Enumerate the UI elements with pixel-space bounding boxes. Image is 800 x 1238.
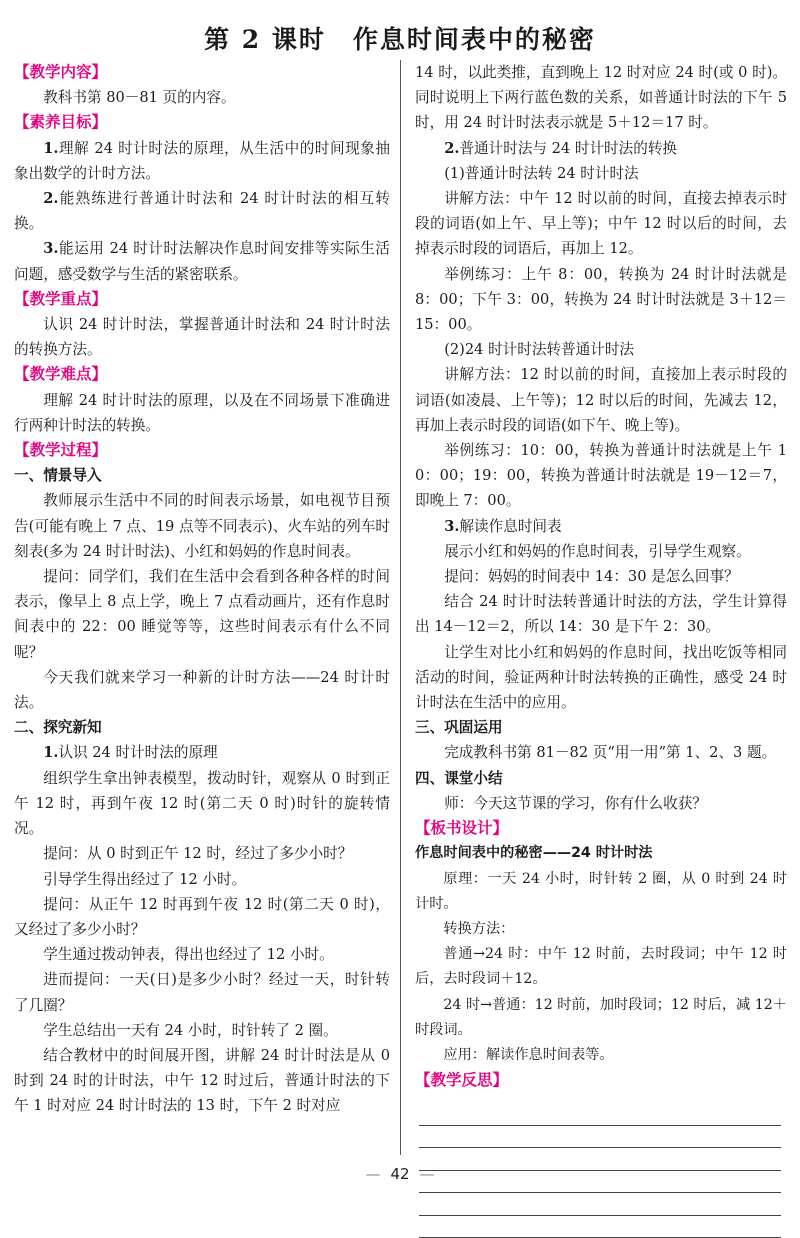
subsection xyxy=(415,514,787,539)
goal-item xyxy=(14,236,390,286)
writing-line xyxy=(419,1216,781,1238)
board-line: 原理：一天 24 小时，时针转 2 圈，从 0 时到 24 时计时。 xyxy=(415,870,787,912)
subsection-number: 2. xyxy=(444,139,460,157)
goal-number: 1. xyxy=(43,139,59,157)
page-number: 42 xyxy=(390,1165,410,1183)
paragraph: 提问：同学们，我们在生活中会看到各种各样的时间表示，像早上 8 点上学，晚上 7 点看动画片，还有作息时间表中的 22：00 睡觉等等，这些时间表示有什么不同呢？ xyxy=(14,568,390,661)
paragraph: 举例练习：上午 8：00，转换为 24 时计时法就是 8：00；下午 3：00，转换为 24 时计时法就是 3＋12＝15：00。 xyxy=(415,265,787,334)
heading-key-points: 【教学重点】 xyxy=(14,289,108,308)
writing-line xyxy=(419,1193,781,1216)
page-title: 第 2 课时 作息时间表中的秘密 xyxy=(204,25,596,54)
subsection-title: 解读作息时间表 xyxy=(459,517,562,535)
goal-number: 3. xyxy=(43,240,59,258)
heading-process: 【教学过程】 xyxy=(14,441,108,460)
column-divider xyxy=(400,60,401,1155)
paragraph: 结合教材中的时间展开图，讲解 24 时计时法是从 0 时到 24 时的计时法，中午 12 时过后，普通计时法的下午 1 时对应 24 时计时法的 13 时，下午 2 时对应 xyxy=(14,1046,390,1115)
board-line: 应用：解读作息时间表等。 xyxy=(443,1046,614,1063)
goal-number: 2. xyxy=(43,190,59,208)
paragraph: 提问：妈妈的时间表中 14：30 是怎么回事？ xyxy=(444,568,739,586)
goal-item xyxy=(14,136,390,186)
paragraph: 组织学生拿出钟表模型，拨动时针，观察从 0 时到正午 12 时，再到午夜 12 时(第二天 0 时)时针的旋转情况。 xyxy=(14,769,390,838)
subsection-number: 1. xyxy=(43,744,59,762)
goal-text: 能运用 24 时计时法解决作息时间安排等实际生活问题，感受数学与生活的紧密联系。 xyxy=(14,240,390,283)
writing-line xyxy=(419,1103,781,1126)
paragraph: 教科书第 80－81 页的内容。 xyxy=(43,89,236,107)
paragraph: 今天我们就来学习一种新的计时方法——24 时计时法。 xyxy=(14,668,390,712)
paragraph: 提问：从 0 时到正午 12 时，经过了多少小时？ xyxy=(43,845,353,863)
paragraph: 讲解方法：中午 12 时以前的时间，直接去掉表示时段的词语(如上午、早上等)；中午 12 时以后的时间，去掉表示时段的词语后，再加上 12。 xyxy=(415,190,787,258)
subsection-title: 普通计时法与 24 时计时法的转换 xyxy=(459,139,678,157)
board-line: 普通→24 时：中午 12 时前，去时段词；中午 12 时后，去时段词＋12。 xyxy=(415,946,787,988)
paragraph: 让学生对比小红和妈妈的作息时间，找出吃饭等相同活动的时间，验证两种计时法转换的正确性，感受 24 时计时法在生活中的应用。 xyxy=(415,643,787,712)
footer-dash-left: — xyxy=(365,1165,381,1183)
subsection-title: 认识 24 时计时法的原理 xyxy=(58,744,218,762)
goal-text: 能熟练进行普通计时法和 24 时计时法的相互转换。 xyxy=(14,190,390,233)
paragraph: 认识 24 时计时法，掌握普通计时法和 24 时计时法的转换方法。 xyxy=(14,316,390,359)
subsection-number: 3. xyxy=(444,517,460,535)
sub-subsection-title: (1)普通计时法转 24 时计时法 xyxy=(444,164,639,182)
paragraph: 完成教科书第 81－82 页“用一用”第 1、2、3 题。 xyxy=(444,744,777,762)
heading-reflection: 【教学反思】 xyxy=(415,1071,509,1090)
paragraph: 结合 24 时计时法转普通计时法的方法，学生计算得出 14－12＝2，所以 14：30 是下午 2：30。 xyxy=(415,593,787,636)
writing-line xyxy=(419,1126,781,1149)
page-footer xyxy=(0,1165,800,1183)
goal-text: 理解 24 时计时法的原理，从生活中的时间现象抽象出数学的计时方法。 xyxy=(14,139,390,182)
board-title: 作息时间表中的秘密——24 时计时法 xyxy=(415,845,653,862)
section-heading: 一、情景导入 xyxy=(14,467,102,485)
paragraph: 引导学生得出经过了 12 小时。 xyxy=(43,870,247,888)
right-column xyxy=(415,60,787,1238)
sub-subsection-title: (2)24 时计时法转普通计时法 xyxy=(444,341,635,359)
heading-difficulties: 【教学难点】 xyxy=(14,365,108,384)
paragraph: 学生通过拨动钟表，得出也经过了 12 小时。 xyxy=(43,946,334,964)
goal-item xyxy=(14,186,390,236)
board-line: 24 时→普通：12 时前，加时段词；12 时后，减 12＋时段词。 xyxy=(415,996,787,1038)
board-line: 转换方法： xyxy=(443,920,515,937)
footer-dash-right: — xyxy=(419,1165,435,1183)
left-column xyxy=(14,60,390,1119)
subsection xyxy=(14,740,390,765)
board-design xyxy=(415,841,787,1068)
paragraph: 理解 24 时计时法的原理，以及在不同场景下准确进行两种计时法的转换。 xyxy=(14,391,390,434)
section-heading: 四、课堂小结 xyxy=(415,769,503,787)
heading-goals: 【素养目标】 xyxy=(14,113,108,132)
paragraph: 提问：从正午 12 时再到午夜 12 时(第二天 0 时)，又经过了多少小时？ xyxy=(14,895,390,938)
paragraph: 师：今天这节课的学习，你有什么收获？ xyxy=(444,794,707,812)
paragraph: 讲解方法：12 时以前的时间，直接加上表示时段的词语(如凌晨、上午等)；12 时以后的时间，先减去 12，再加上表示时段的词语(如下午、晚上等)。 xyxy=(415,366,787,434)
paragraph: 进而提问：一天(日)是多少小时？经过一天，时针转了几圈？ xyxy=(14,971,390,1014)
paragraph: 学生总结出一天有 24 小时，时针转了 2 圈。 xyxy=(43,1021,338,1039)
heading-teaching-content: 【教学内容】 xyxy=(14,63,108,81)
paragraph: 举例练习：10：00，转换为普通计时法就是上午 10：00；19：00，转换为普通计时法就是 19－12＝7，即晚上 7：00。 xyxy=(415,442,787,510)
paragraph: 展示小红和妈妈的作息时间表，引导学生观察。 xyxy=(444,542,751,560)
subsection xyxy=(415,136,787,161)
section-heading: 二、探究新知 xyxy=(14,719,102,737)
section-heading: 三、巩固运用 xyxy=(415,719,503,737)
paragraph: 14 时，以此类推，直到晚上 12 时对应 24 时(或 0 时)。同时说明上下两行蓝色数的关系，如普通计时法的下午 5 时，用 24 时计时法表示就是 5＋12＝17 时。 xyxy=(415,64,787,132)
heading-board-design: 【板书设计】 xyxy=(415,819,509,838)
paragraph: 教师展示生活中不同的时间表示场景，如电视节目预告(可能有晚上 7 点、19 点等不同表示)、火车站的列车时刻表(多为 24 时计时法)、小红和妈妈的作息时间表。 xyxy=(14,492,390,560)
